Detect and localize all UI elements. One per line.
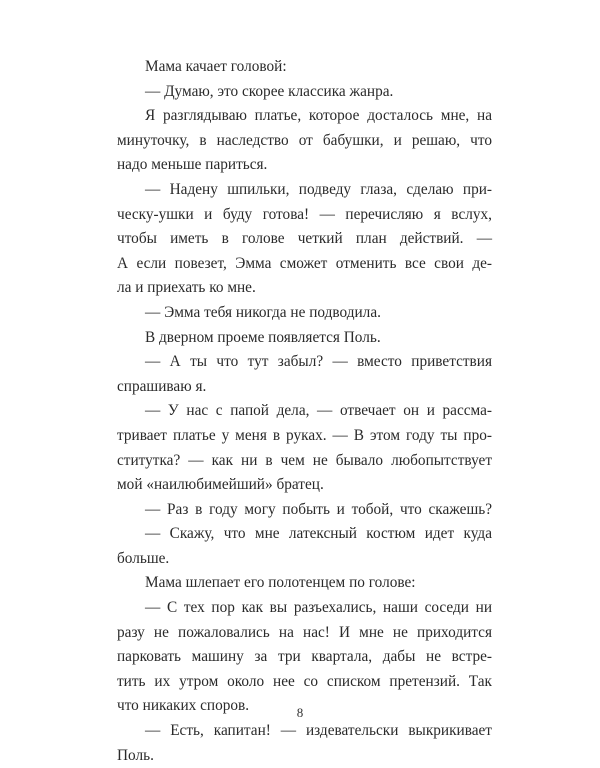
text-line: парковать машину за три квартала, дабы не встре- bbox=[117, 648, 492, 666]
text-line: — Думаю, это скорее классика жанра. bbox=[145, 82, 394, 100]
text-line: — Скажу, что мне латексный костюм идет куда bbox=[145, 525, 492, 543]
text-line: — А ты что тут забыл? — вместо приветствия bbox=[145, 353, 492, 371]
text-line: Я разглядываю платье, которое досталось мне, на bbox=[145, 107, 492, 125]
text-line: — Есть, капитан! — издевательски выкрикивает bbox=[145, 722, 492, 740]
text-line: — У нас с папой дела, — отвечает он и рассма- bbox=[145, 402, 492, 420]
text-line: чтобы иметь в голове четкий план действий. — bbox=[117, 230, 492, 248]
text-line: тить их утром около нее со списком претензий. Так bbox=[117, 672, 492, 690]
text-line: спрашиваю я. bbox=[117, 377, 207, 395]
text-line: минуточку, в наследство от бабушки, и решаю, что bbox=[117, 131, 492, 149]
text-line: мой «наилюбимейший» братец. bbox=[117, 476, 324, 494]
text-line: разу не пожаловались на нас! И мне не приходится bbox=[117, 623, 492, 641]
text-line: В дверном проеме появляется Поль. bbox=[145, 328, 381, 346]
text-line: тривает платье у меня в руках. — В этом году ты про- bbox=[117, 426, 492, 444]
text-line: ла и приехать ко мне. bbox=[117, 279, 256, 297]
text-line: А если повезет, Эмма сможет отменить все свои де- bbox=[117, 254, 492, 272]
text-line: ческу-ушки и буду готова! — перечисляю я вслух, bbox=[117, 205, 492, 223]
text-line: — Эмма тебя никогда не подводила. bbox=[145, 303, 381, 321]
text-line: что никаких споров. bbox=[117, 697, 250, 715]
text-line: — Надену шпильки, подведу глаза, сделаю при- bbox=[145, 180, 492, 198]
text-line: Поль. bbox=[117, 746, 154, 764]
text-line: — С тех пор как вы разъехались, наши соседи ни bbox=[145, 599, 492, 617]
text-line: Мама качает головой: bbox=[145, 58, 287, 75]
text-line: Мама шлепает его полотенцем по голове: bbox=[145, 574, 416, 592]
text-line: ститутка? — как ни в чем не бывало любопытствует bbox=[117, 451, 492, 469]
text-line: больше. bbox=[117, 549, 170, 567]
text-line: надо меньше париться. bbox=[117, 156, 268, 174]
body-text bbox=[117, 55, 492, 768]
text-line: — Раз в году могу побыть и тобой, что скажешь? bbox=[145, 500, 492, 518]
page-number: 8 bbox=[296, 705, 304, 720]
